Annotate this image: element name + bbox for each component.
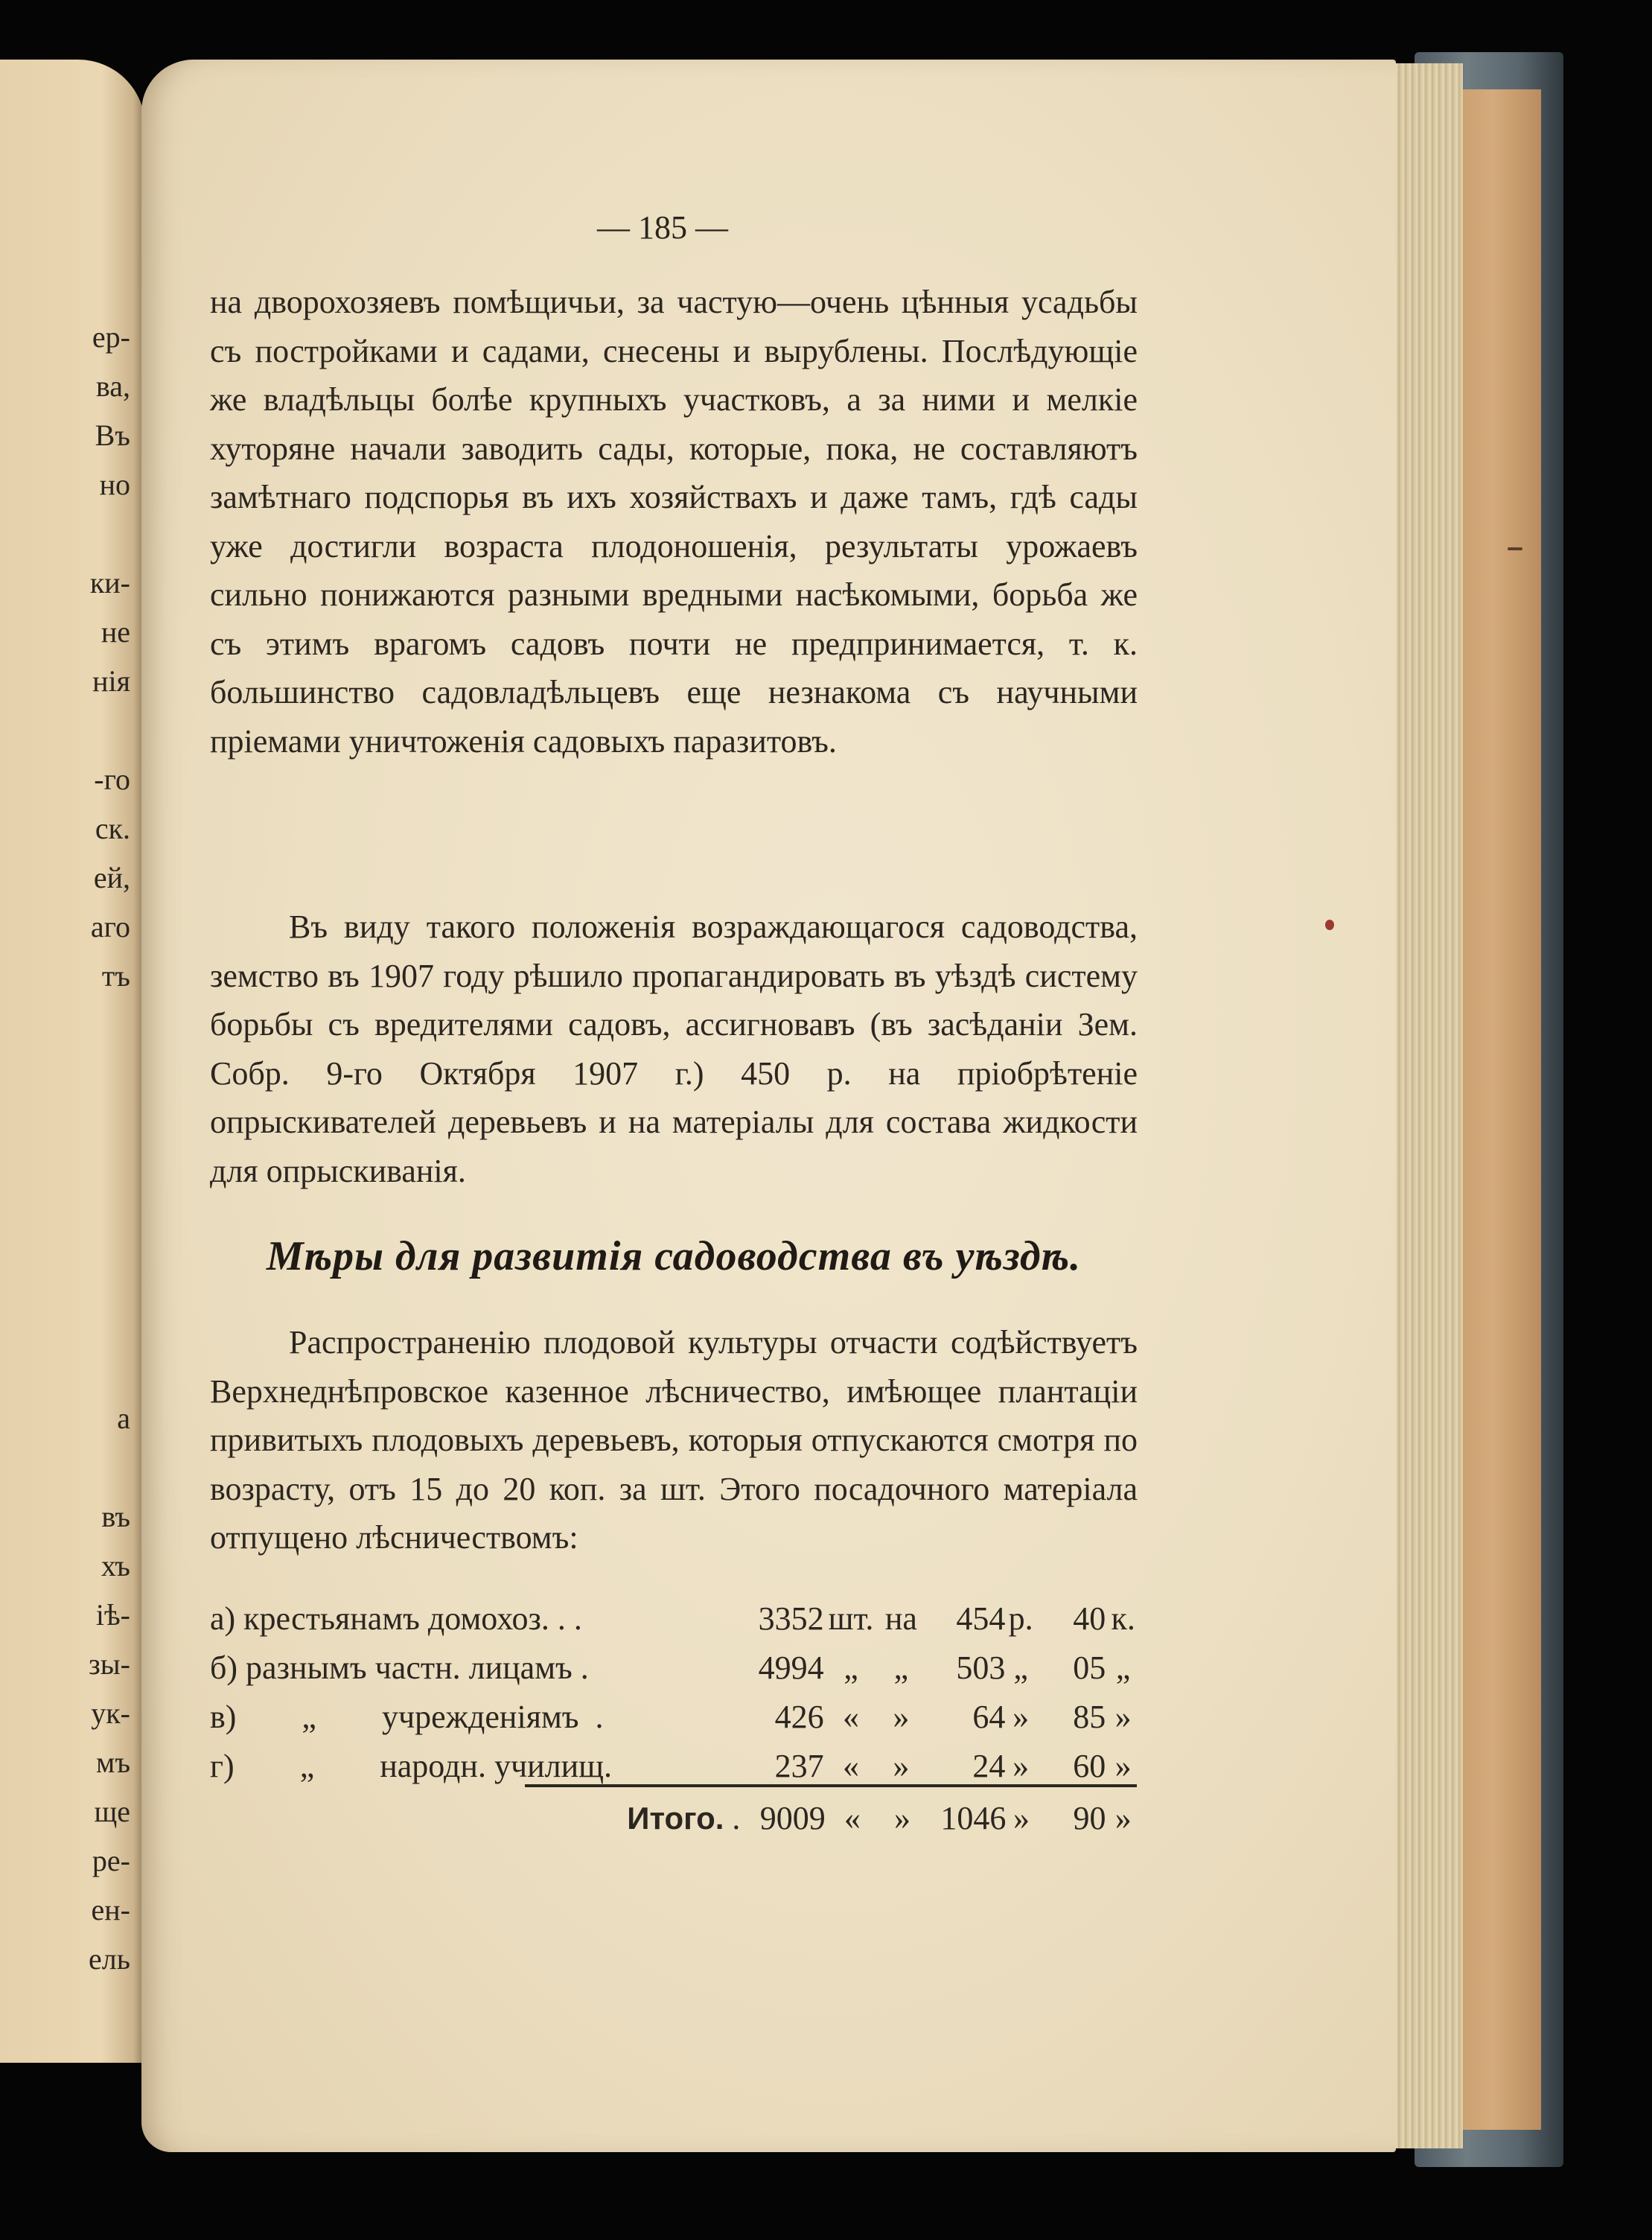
table-row bbox=[210, 1741, 1141, 1790]
table-row bbox=[210, 1594, 1141, 1643]
table-cell-kop: 85 bbox=[1073, 1698, 1106, 1735]
left-page-line bbox=[0, 1443, 130, 1492]
left-page-line: ще bbox=[94, 1795, 130, 1828]
table-cell-kop-unit: к. bbox=[1111, 1600, 1135, 1637]
left-page-line: а bbox=[117, 1401, 130, 1435]
left-page-line: ей, bbox=[93, 861, 130, 894]
left-page-line: ель bbox=[89, 1942, 130, 1976]
table-cell-rub: 24 bbox=[972, 1747, 1006, 1784]
left-page-line: но bbox=[99, 468, 130, 501]
table-cell-rub-unit: „ bbox=[1013, 1649, 1028, 1686]
total-rule bbox=[525, 1784, 1137, 1787]
section-heading: Мѣры для развитія садоводства въ уѣздѣ. bbox=[266, 1233, 1082, 1279]
table-cell-unit: « bbox=[842, 1698, 859, 1735]
left-page-line: мъ bbox=[96, 1746, 130, 1779]
table-cell-prep: » bbox=[893, 1747, 910, 1784]
table-cell-rub-unit: » bbox=[1012, 1698, 1030, 1735]
left-page-line bbox=[0, 1148, 130, 1197]
left-page-line: нія bbox=[92, 664, 130, 698]
left-page-line: ен- bbox=[91, 1893, 130, 1926]
total-label: Итого. bbox=[627, 1800, 724, 1836]
supply-table bbox=[210, 1594, 1141, 1790]
left-page-line bbox=[0, 1001, 130, 1050]
left-page-line: Въ bbox=[95, 419, 130, 452]
paragraph-2: Въ виду такого положенія возраждающагося садоводства, земство въ 1907 году рѣшило пропагандировать въ уѣздѣ систему борьбы съ вредителями садовъ, ассигновавъ (въ засѣданіи Зем. Собр. 9-го Октября 1907 г.) 450 р. на пріобрѣтеніе опрыскивателей деревьевъ и на матеріалы для состава жидкости для опрыскиванія. bbox=[210, 909, 1138, 1189]
left-page-line: аго bbox=[90, 910, 130, 944]
table-cell-kop: 05 bbox=[1073, 1649, 1106, 1686]
left-page-line: ки- bbox=[89, 566, 130, 599]
left-page-line bbox=[0, 1099, 130, 1148]
table-cell-rub: 64 bbox=[972, 1698, 1006, 1735]
left-page-line bbox=[0, 1296, 130, 1345]
table-cell-qty: 426 bbox=[774, 1698, 824, 1735]
table-cell-label: в) „ учрежденіямъ . bbox=[210, 1698, 604, 1735]
paragraph-1: на дворохозяевъ помѣщичьи, за частую—очень цѣнныя усадьбы съ постройками и садами, снесены и вырублены. Послѣдующіе же владѣльцы болѣе крупныхъ участковъ, а за ними и мелкіе хуторяне начали заводить сады, которые, пока, не составляютъ замѣтнаго подспорья въ ихъ хозяйствахъ и даже тамъ, гдѣ сады уже достигли возраста плодоношенія, результаты урожаевъ сильно понижаются разными вредными насѣкомыми, борьба же съ этимъ врагомъ садовъ почти не предпринимается, т. к. большинство садовладѣльцевъ еще незнакома съ научными пріемами уничтоженія садовыхъ паразитовъ. bbox=[210, 284, 1138, 760]
table-cell-kop: 60 bbox=[1073, 1747, 1106, 1784]
left-page-line: ер- bbox=[92, 320, 130, 354]
left-page-line: не bbox=[101, 615, 130, 649]
table-cell-kop-unit: » bbox=[1114, 1747, 1132, 1784]
table-cell-rub: 503 bbox=[956, 1649, 1006, 1686]
table-cell-qty: 3352 bbox=[758, 1600, 824, 1637]
table-cell-rub-unit: » bbox=[1012, 1747, 1030, 1784]
left-page-line: іѣ- bbox=[95, 1598, 130, 1632]
left-page-line: ва, bbox=[95, 369, 130, 403]
total-rub-unit: » bbox=[1012, 1799, 1030, 1836]
left-page-line bbox=[0, 1197, 130, 1247]
table-cell-prep: » bbox=[893, 1698, 910, 1735]
left-page-line: ук- bbox=[91, 1696, 130, 1730]
table-cell-kop: 40 bbox=[1073, 1600, 1106, 1637]
left-page-line: -го bbox=[94, 763, 130, 796]
table-row bbox=[210, 1643, 1141, 1692]
left-page bbox=[0, 60, 145, 2063]
left-page-line: ск. bbox=[95, 812, 130, 845]
left-page-line: зы- bbox=[89, 1647, 130, 1681]
table-cell-unit: шт. bbox=[828, 1600, 874, 1637]
paper-speck bbox=[1508, 547, 1522, 550]
page-number: — 185 — bbox=[597, 209, 728, 246]
left-page-line: тъ bbox=[101, 959, 130, 993]
left-page-line: въ bbox=[101, 1500, 130, 1533]
table-row bbox=[210, 1692, 1141, 1741]
table-cell-label: г) „ народн. училищ. bbox=[210, 1747, 613, 1784]
left-page-line bbox=[0, 1050, 130, 1099]
table-cell-qty: 4994 bbox=[758, 1649, 824, 1686]
total-unit: « bbox=[843, 1799, 861, 1836]
table-cell-rub-unit: р. bbox=[1008, 1600, 1033, 1637]
total-qty: 9009 bbox=[759, 1799, 826, 1836]
left-page-line bbox=[0, 706, 130, 755]
total-kop-unit: » bbox=[1114, 1799, 1132, 1836]
total-rub: 1046 bbox=[940, 1799, 1007, 1836]
total-kop: 90 bbox=[1073, 1799, 1106, 1836]
left-page-line bbox=[0, 1345, 130, 1394]
left-page-line: ре- bbox=[92, 1844, 130, 1877]
table-cell-kop-unit: » bbox=[1114, 1698, 1132, 1735]
total-label-cell bbox=[210, 1793, 744, 1842]
table-cell-qty: 237 bbox=[774, 1747, 824, 1784]
table-cell-unit: „ bbox=[843, 1649, 858, 1686]
table-cell-prep: на bbox=[884, 1600, 917, 1637]
left-page-line bbox=[0, 509, 130, 559]
left-page-line bbox=[0, 1247, 130, 1296]
table-cell-label: а) крестьянамъ домохоз. . . bbox=[210, 1600, 582, 1637]
total-prep: » bbox=[893, 1799, 910, 1836]
table-cell-label: б) разнымъ частн. лицамъ . bbox=[210, 1649, 589, 1686]
total-dot: . bbox=[732, 1799, 741, 1836]
paragraph-3: Распространенію плодовой культуры отчасти содѣйствуетъ Верхнеднѣпровское казенное лѣсничество, имѣющее плантаціи привитыхъ плодовыхъ деревьевъ, которыя отпускаются смотря по возрасту, отъ 15 до 20 коп. за шт. Этого посадочного матеріала отпущено лѣсничествомъ: bbox=[210, 1324, 1138, 1556]
paper-speck bbox=[1325, 920, 1334, 930]
total-row bbox=[210, 1793, 1141, 1842]
table-cell-prep: „ bbox=[893, 1649, 909, 1686]
left-page-line: хъ bbox=[101, 1549, 130, 1582]
table-cell-unit: « bbox=[842, 1747, 859, 1784]
table-cell-rub: 454 bbox=[956, 1600, 1006, 1637]
table-cell-kop-unit: „ bbox=[1115, 1649, 1131, 1686]
left-page-text-fragments bbox=[0, 313, 130, 1984]
